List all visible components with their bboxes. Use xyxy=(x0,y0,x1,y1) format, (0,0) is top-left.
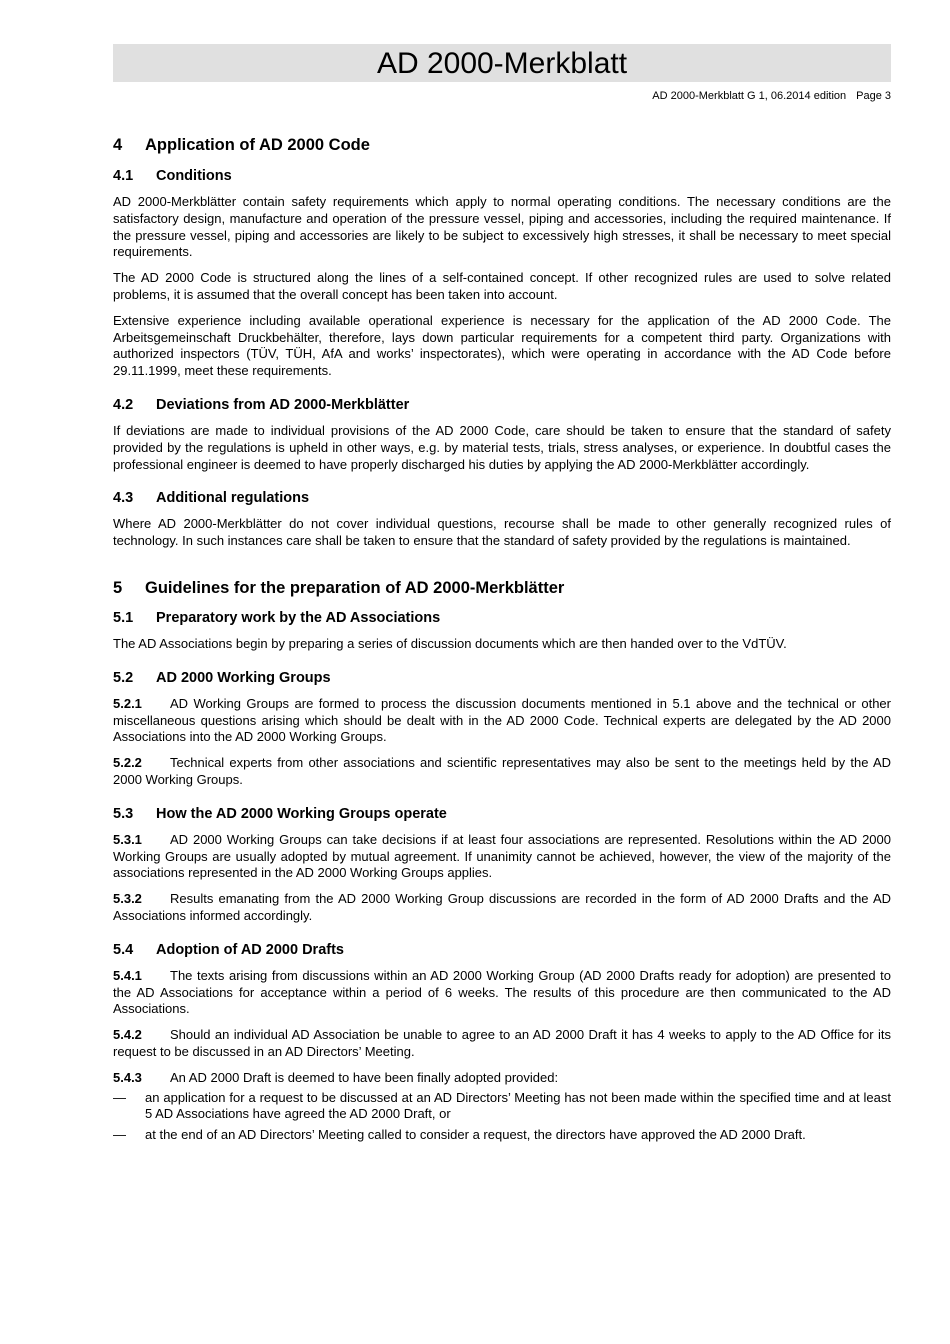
section-number: 5.2 xyxy=(113,669,134,686)
paragraph-number: 5.3.2 xyxy=(113,891,142,907)
section-title: Application of AD 2000 Code xyxy=(145,136,370,154)
section-number: 4.1 xyxy=(113,168,134,184)
section-5-4-heading xyxy=(113,941,891,959)
list-item-text: at the end of an AD Directors’ Meeting called to consider a request, the directors have approved the AD 2000 Draft. xyxy=(145,1127,806,1143)
section-title: Additional regulations xyxy=(156,490,310,507)
numbered-paragraph xyxy=(113,1027,891,1061)
paragraph-number: 5.4.2 xyxy=(113,1027,142,1043)
section-title: Guidelines for the preparation of AD 2000-Merkblätter xyxy=(145,578,565,597)
paragraph-text: Technical experts from other associations and scientific representatives may also be sent to the meetings held by the AD 2000 Working Groups. xyxy=(113,755,891,787)
paragraph: The AD Associations begin by preparing a series of discussion documents which are then handed over to the VdTÜV. xyxy=(113,635,787,651)
section-title: Adoption of AD 2000 Drafts xyxy=(156,941,344,958)
section-5-3-heading xyxy=(113,805,891,823)
section-title: Preparatory work by the AD Associations xyxy=(156,609,441,626)
numbered-paragraph xyxy=(113,832,891,882)
section-number: 5.4 xyxy=(113,941,134,958)
section-number: 5.1 xyxy=(113,609,134,626)
section-title: Conditions xyxy=(156,168,232,184)
list-item xyxy=(113,1090,891,1124)
paragraph-text: Should an individual AD Association be unable to agree to an AD 2000 Draft it has 4 weeks to apply to the AD Office for its request to be discussed in an AD Directors’ Meeting. xyxy=(113,1027,891,1059)
banner-title: AD 2000-Merkblatt xyxy=(113,44,891,82)
paragraph-number: 5.2.1 xyxy=(113,695,142,711)
section-number: 5.3 xyxy=(113,805,134,822)
paragraph: Where AD 2000-Merkblätter do not cover individual questions, recourse shall be made to other generally recognized rules of technology. In such instances care shall be taken to ensure that the standard of safety provided by the regulations is maintained. xyxy=(113,516,891,549)
numbered-paragraph xyxy=(113,755,891,789)
paragraph-number: 5.3.1 xyxy=(113,831,142,847)
paragraph-number: 5.4.1 xyxy=(113,967,142,983)
paragraph-number: 5.4.3 xyxy=(113,1069,142,1085)
numbered-paragraph xyxy=(113,968,891,1018)
dash-bullet: — xyxy=(113,1127,126,1143)
section-4-3-heading xyxy=(113,489,891,507)
paragraph-text: AD Working Groups are formed to process the discussion documents mentioned in 5.1 above and the technical or other miscellaneous questions arising which should be dealt with in the AD 2000 Code. Technical experts are delegated by the AD 2000 Associations into the AD 2000 Working Groups. xyxy=(113,695,891,745)
document-page xyxy=(113,44,891,1144)
section-4-heading xyxy=(113,135,891,155)
paragraph-text: AD 2000 Working Groups can take decisions if at least four associations are represented. Resolutions within the AD 2000 Working Groups are usually adopted by mutual agreement. If unanimity cannot be achieved, however, the view of the majority of the associations represented in the AD 2000 Working Groups applies. xyxy=(113,831,891,881)
section-title: Deviations from AD 2000-Merkblätter xyxy=(156,396,410,413)
paragraph-text: An AD 2000 Draft is deemed to have been finally adopted provided: xyxy=(170,1069,559,1085)
paragraph-text: Results emanating from the AD 2000 Working Group discussions are recorded in the form of AD 2000 Drafts and the AD Associations informed accordingly. xyxy=(113,891,891,923)
numbered-paragraph xyxy=(113,696,891,746)
paragraph-text: The texts arising from discussions within an AD 2000 Working Group (AD 2000 Drafts ready for adoption) are presented to the AD Associations for acceptance within a period of 6 weeks. The results of this procedure are then communicated to the AD Associations. xyxy=(113,967,891,1017)
section-4-2-heading xyxy=(113,396,891,414)
paragraph: If deviations are made to individual provisions of the AD 2000 Code, care should be taken to ensure that the standard of safety provided by the regulations is upheld in other ways, e.g. by material tests, trials, stress analyses, or experience. In doubtful cases the professional engineer is deemed to have properly discharged his duties by applying the AD 2000-Merkblätter accordingly. xyxy=(113,422,891,472)
section-number: 4 xyxy=(113,136,123,154)
section-number: 4.2 xyxy=(113,396,134,413)
section-4-1-heading xyxy=(113,167,891,185)
section-5-heading xyxy=(113,578,891,598)
paragraph: AD 2000-Merkblätter contain safety requirements which apply to normal operating conditions. The necessary conditions are the satisfactory design, manufacture and operation of the pressure vessel, piping and accessories, including the required maintenance. If the pressure vessel, piping and accessories are likely to be subject to excessively high stresses, it shall be necessary to meet special requirements. xyxy=(113,194,891,260)
doc-reference: AD 2000-Merkblatt G 1, 06.2014 edition xyxy=(652,90,847,102)
paragraph: Extensive experience including available operational experience is necessary for the application of the AD 2000 Code. The Arbeitsgemeinschaft Druckbehälter, therefore, lays down particular requirements for a competent third party. Organizations with authorized inspectors (TÜV, TÜH, AfA and works’ inspectorates), which were operating in accordance with the AD Code before 29.11.1999, meet these requirements. xyxy=(113,312,891,379)
section-title: How the AD 2000 Working Groups operate xyxy=(156,805,447,822)
page-header-info xyxy=(113,89,891,103)
paragraph-number: 5.2.2 xyxy=(113,755,142,771)
page-number: Page 3 xyxy=(856,90,891,102)
section-title: AD 2000 Working Groups xyxy=(156,669,331,686)
list-item-text: an application for a request to be discussed at an AD Directors’ Meeting has not been made within the specified time and at least 5 AD Associations have agreed the AD 2000 Draft, or xyxy=(145,1089,891,1122)
paragraph: The AD 2000 Code is structured along the lines of a self-contained concept. If other recognized rules are used to solve related problems, it is assumed that the overall concept has been taken into account. xyxy=(113,270,891,302)
numbered-paragraph xyxy=(113,891,891,925)
section-number: 4.3 xyxy=(113,490,134,507)
list-item xyxy=(113,1127,891,1144)
section-number: 5 xyxy=(113,578,123,597)
numbered-paragraph xyxy=(113,1070,891,1087)
dash-bullet: — xyxy=(113,1089,126,1105)
section-5-2-heading xyxy=(113,669,891,687)
section-5-1-heading xyxy=(113,609,891,627)
